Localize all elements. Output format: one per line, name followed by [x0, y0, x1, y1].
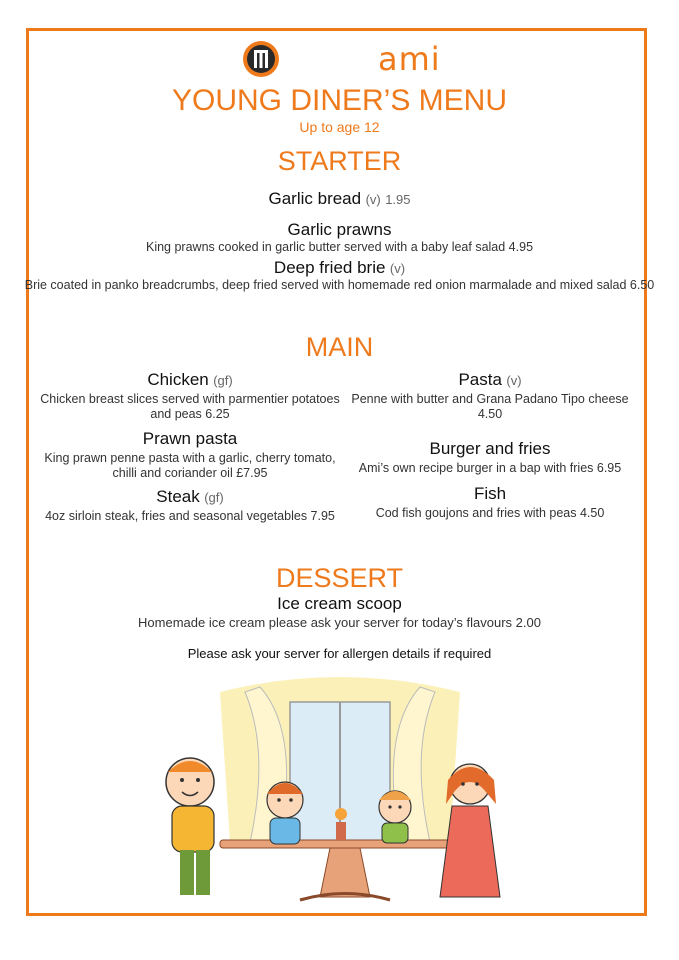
starter-item-garlic-bread	[0, 189, 679, 209]
item-price: 1.95	[385, 192, 411, 207]
dessert-item-ice-cream-desc: Homemade ice cream please ask your server for today’s flavours 2.00	[138, 615, 541, 630]
starter-heading: STARTER	[277, 146, 402, 176]
item-name: Garlic bread	[268, 189, 362, 208]
starter-item-deep-fried-brie	[0, 258, 679, 278]
item-desc-line: Chicken breast slices served with parmentier potatoes	[40, 392, 340, 406]
main-item-fish	[340, 484, 640, 504]
logo-header	[0, 40, 679, 80]
item-name: Fish	[473, 484, 507, 503]
item-desc-line: 4oz sirloin steak, fries and seasonal vegetables 7.95	[45, 509, 335, 523]
menu-title: YOUNG DINER’S MENU	[171, 84, 508, 117]
item-name: Burger and fries	[429, 439, 551, 458]
main-item-burger-and-fries	[340, 439, 640, 459]
dessert-item-ice-cream-name: Ice cream scoop	[277, 594, 402, 613]
item-desc-line: King prawn penne pasta with a garlic, cherry tomato,	[44, 451, 336, 465]
starter-item-deep-fried-brie-desc: Brie coated in panko breadcrumbs, deep fried served with homemade red onion marmalade and mixed salad 6.50	[24, 278, 655, 292]
main-right-column	[340, 370, 640, 521]
item-name: Deep fried brie	[273, 258, 386, 277]
main-item-pasta	[340, 370, 640, 390]
item-tag: (v)	[365, 192, 381, 207]
item-tag: (gf)	[213, 373, 233, 388]
starter-item-garlic-prawns-desc: King prawns cooked in garlic butter served with a baby leaf salad 4.95	[145, 240, 534, 254]
brand-name: ami	[378, 40, 441, 78]
allergen-notice: Please ask your server for allergen details if required	[187, 646, 492, 661]
item-tag: (v)	[389, 261, 406, 276]
item-tag: (v)	[506, 373, 522, 388]
family-dining-illustration	[150, 672, 530, 912]
main-item-steak	[40, 487, 340, 507]
item-desc-line: Penne with butter and Grana Padano Tipo cheese 4.50	[351, 392, 629, 421]
main-item-chicken	[40, 370, 340, 390]
main-item-prawn-pasta	[40, 429, 340, 449]
item-name: Pasta	[458, 370, 502, 389]
starter-item-garlic-prawns-name: Garlic prawns	[287, 220, 392, 239]
item-desc-line: Ami’s own recipe burger in a bap with fries 6.95	[358, 461, 622, 475]
menu-subtitle: Up to age 12	[299, 119, 380, 135]
main-left-column	[40, 370, 340, 524]
item-name: Prawn pasta	[142, 429, 238, 448]
main-heading: MAIN	[305, 332, 374, 362]
item-tag: (gf)	[204, 490, 224, 505]
dessert-heading: DESSERT	[275, 563, 404, 593]
item-desc-line: and peas 6.25	[150, 407, 230, 421]
fork-knife-logo-icon	[242, 40, 280, 78]
item-desc-line: chilli and coriander oil £7.95	[112, 466, 268, 480]
item-name: Steak	[156, 487, 200, 506]
item-desc-line: Cod fish goujons and fries with peas 4.50	[375, 506, 605, 520]
item-name: Chicken	[147, 370, 209, 389]
